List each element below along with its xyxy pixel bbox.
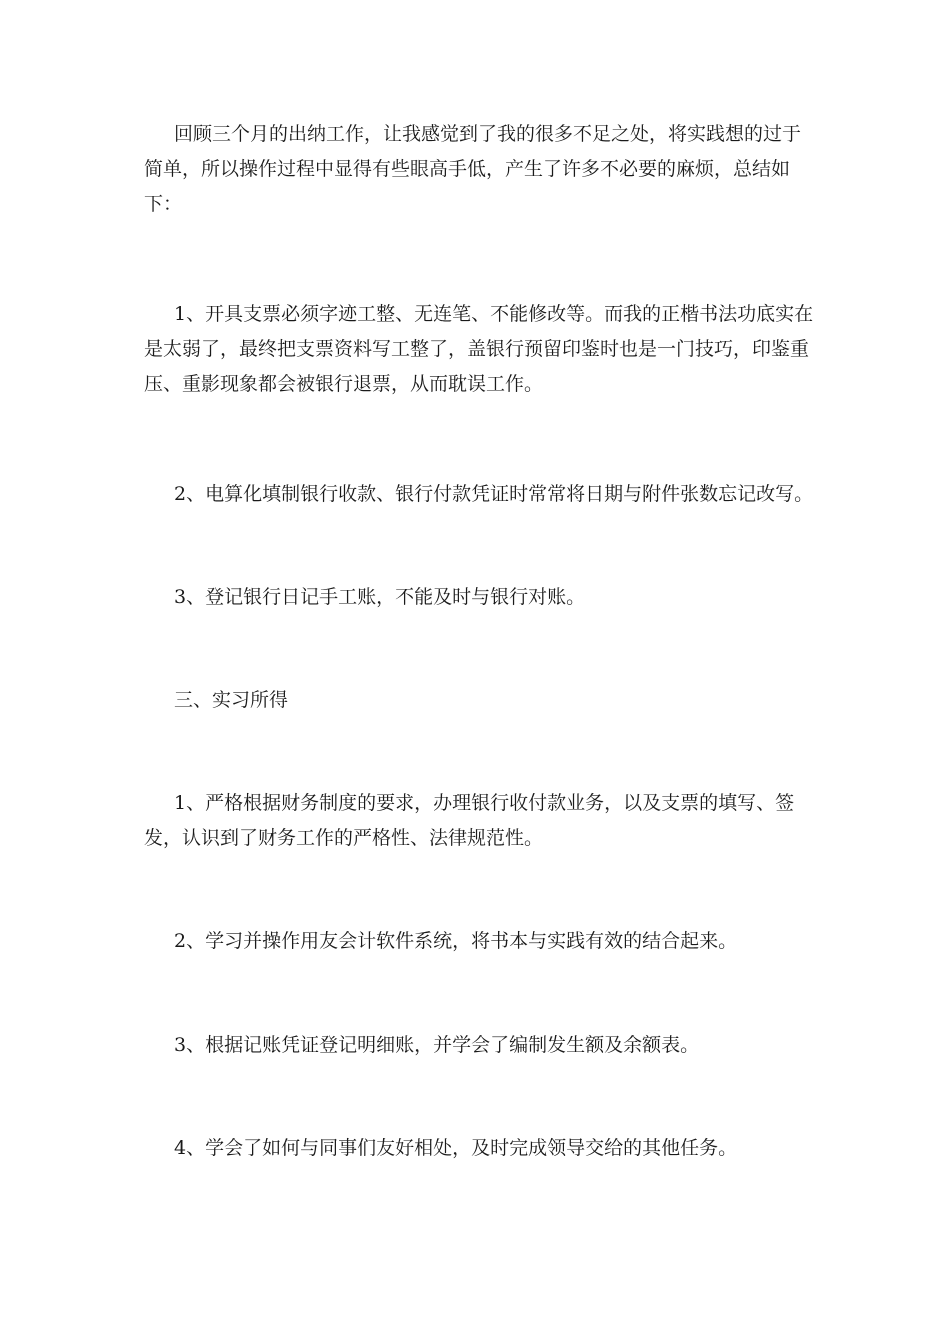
paragraph-gain-3: 3、根据记账凭证登记明细账，并学会了编制发生额及余额表。 [174, 1034, 700, 1056]
paragraph-gain-2: 2、学习并操作用友会计软件系统，将书本与实践有效的结合起来。 [174, 930, 738, 952]
paragraph-gain-1: 1、严格根据财务制度的要求，办理银行收付款业务，以及支票的填写、签发，认识到了财务工作的严格性、法律规范性。 [144, 792, 795, 849]
paragraph-gain-4: 4、学会了如何与同事们友好相处，及时完成领导交给的其他任务。 [174, 1137, 738, 1159]
paragraph-shortcoming-3: 3、登记银行日记手工账，不能及时与银行对账。 [174, 586, 586, 608]
paragraph-shortcoming-2: 2、电算化填制银行收款、银行付款凭证时常常将日期与附件张数忘记改写。 [174, 483, 814, 505]
paragraph-shortcoming-1: 1、开具支票必须字迹工整、无连笔、不能修改等。而我的正楷书法功底实在是太弱了，最终把支票资料写工整了，盖银行预留印鉴时也是一门技巧，印鉴重压、重影现象都会被银行退票，从而耽误工作。 [144, 303, 814, 395]
paragraph-summary-intro: 回顾三个月的出纳工作，让我感觉到了我的很多不足之处，将实践想的过于简单，所以操作过程中显得有些眼高手低，产生了许多不必要的麻烦，总结如下： [144, 123, 802, 215]
section-heading-internship-gains: 三、实习所得 [174, 689, 289, 711]
